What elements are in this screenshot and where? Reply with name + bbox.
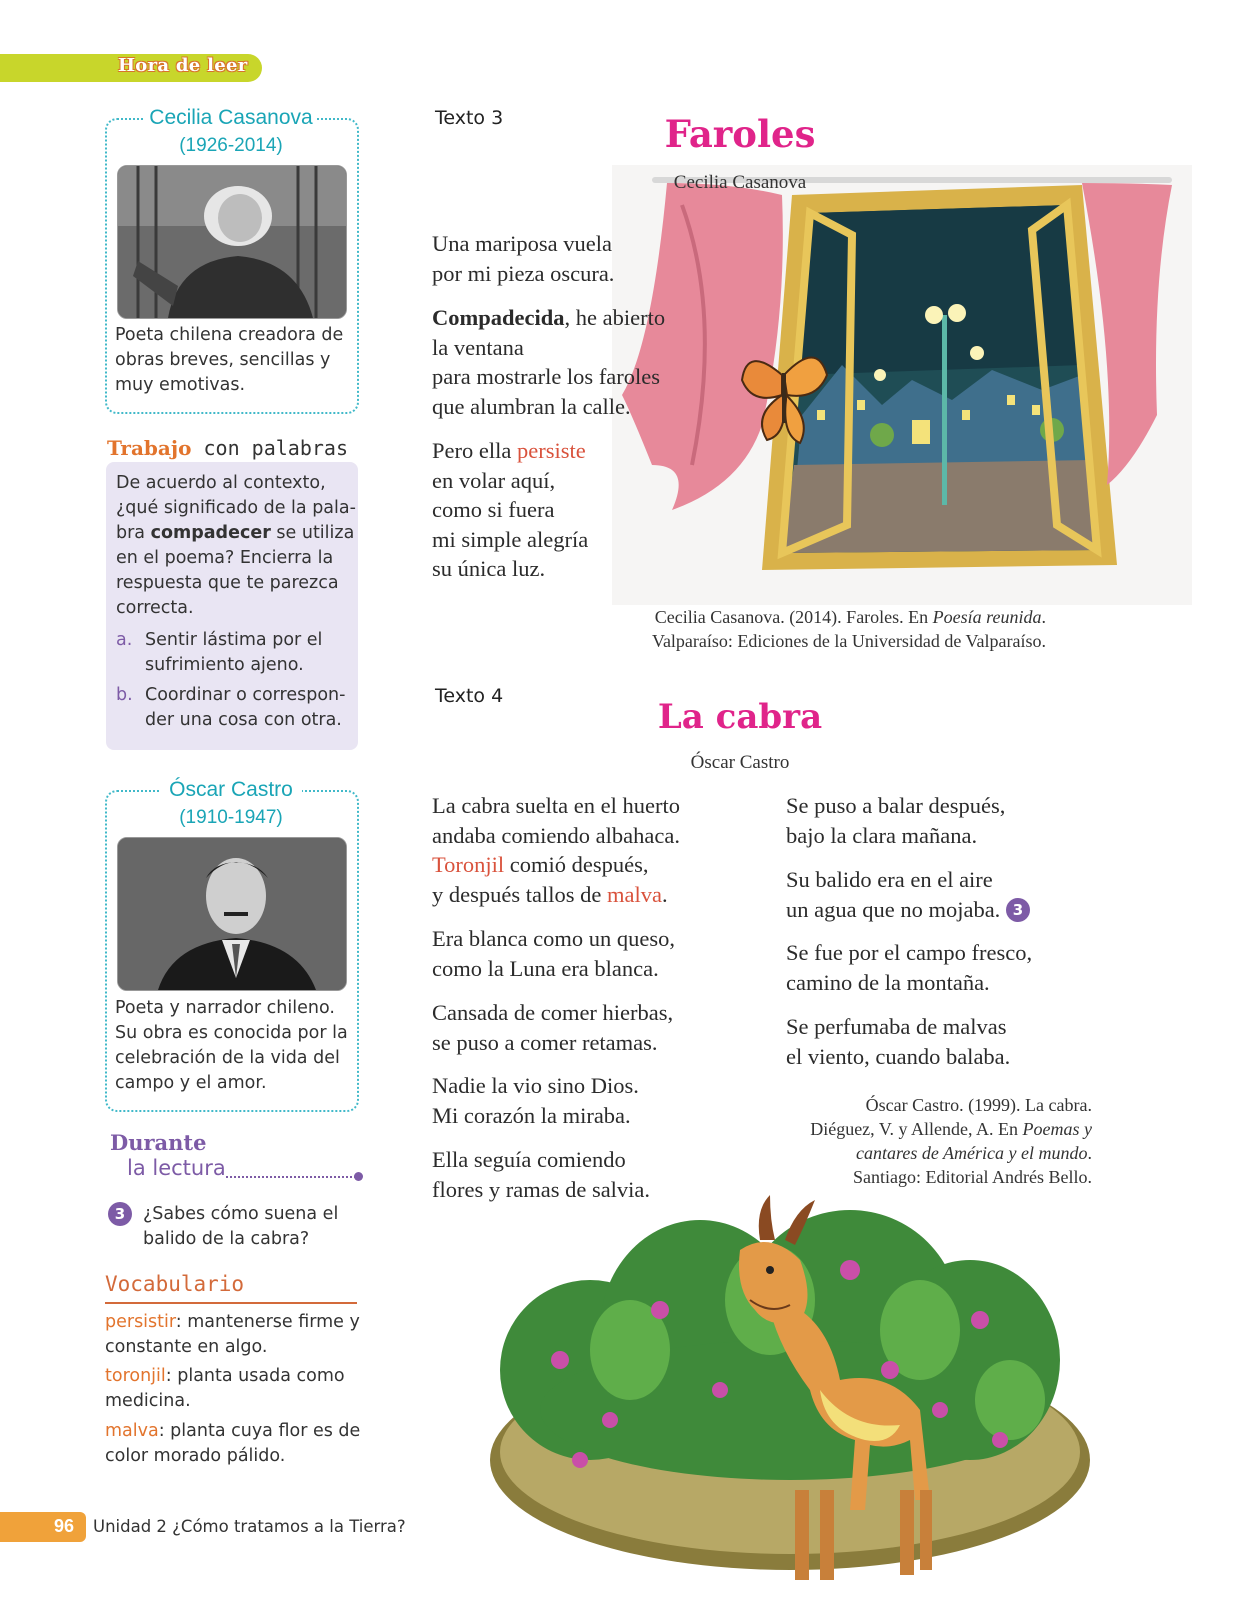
poem-stanza: Su balido era en el aire un agua que no mojaba. 3 bbox=[786, 865, 1030, 924]
footer-unit-text: Unidad 2 ¿Cómo tratamos a la Tierra? bbox=[93, 1517, 406, 1536]
author-description: Poeta chilena creadora de obras breves, sencillas y muy emotivas. bbox=[115, 325, 344, 395]
poem-title: La cabra bbox=[657, 697, 823, 737]
divider bbox=[226, 1176, 356, 1178]
divider bbox=[105, 1302, 357, 1304]
section-header-tab bbox=[0, 54, 262, 82]
option-letter: b. bbox=[116, 685, 133, 705]
trabajo-title: Trabajo con palabras bbox=[107, 436, 348, 460]
vocab-entry: persistir: mantenerse firme y constante en algo. bbox=[105, 1312, 360, 1357]
poem-stanza: La cabra suelta en el huerto andaba comiendo albahaca. Toronjil comió después, y después tallos de malva. bbox=[432, 793, 680, 907]
divider-dot bbox=[354, 1172, 363, 1181]
poem-stanza: Una mariposa vuela por mi pieza oscura. bbox=[432, 231, 615, 286]
author-years: (1926-2014) bbox=[179, 135, 283, 156]
texto3-label: Texto 3 bbox=[435, 107, 504, 129]
citation: Óscar Castro. (1999). La cabra. Diéguez, V. y Allende, A. En Poemas y cantares de América y el mundo. Santiago: Editorial Andrés Bello. bbox=[810, 1095, 1092, 1187]
window-illustration bbox=[612, 165, 1192, 605]
durante-title: Durante bbox=[110, 1130, 207, 1155]
poem-stanza: Pero ella persiste en volar aquí, como si fuera mi simple alegría su única luz. bbox=[432, 438, 589, 581]
poem-title: Faroles bbox=[664, 112, 816, 156]
poem-stanza: Compadecida, he abierto la ventana para mostrarle los faroles que alumbran la calle. bbox=[432, 305, 666, 419]
poem-stanza: Se perfumaba de malvas el viento, cuando balaba. bbox=[786, 1014, 1011, 1069]
trabajo-prompt: De acuerdo al contexto, ¿qué significado de la pala- bra compadecer se utiliza en el poema? Encierra la respuesta que te parezca correcta. bbox=[116, 473, 356, 618]
poem-author: Óscar Castro bbox=[690, 752, 790, 773]
poem-author: Cecilia Casanova bbox=[673, 172, 807, 193]
author-years: (1910-1947) bbox=[179, 807, 283, 828]
section-label: Hora de leer bbox=[118, 55, 248, 76]
poem-stanza: Se fue por el campo fresco, camino de la montaña. bbox=[786, 940, 1033, 995]
poem-stanza: Se puso a balar después, bajo la clara mañana. bbox=[786, 793, 1006, 848]
author-description: Poeta y narrador chileno. Su obra es conocida por la celebración de la vida del campo y el amor. bbox=[115, 998, 348, 1093]
author-photo-casanova bbox=[117, 165, 347, 319]
poem-stanza: Nadie la vio sino Dios. Mi corazón la miraba. bbox=[432, 1073, 639, 1128]
question-badge: 3 bbox=[108, 1202, 132, 1226]
vocab-entry: toronjil: planta usada como medicina. bbox=[105, 1366, 345, 1411]
author-name: Óscar Castro bbox=[160, 778, 302, 802]
texto4-label: Texto 4 bbox=[435, 685, 504, 707]
option-b[interactable]: b. Coordinar o correspon- der una cosa con otra. bbox=[116, 685, 346, 730]
author-photo-castro bbox=[117, 837, 347, 991]
poem-stanza: Ella seguía comiendo flores y ramas de salvia. bbox=[432, 1147, 651, 1202]
question-3: 3 ¿Sabes cómo suena el balido de la cabra? bbox=[108, 1202, 338, 1252]
keyword-compadecer: compadecer bbox=[150, 523, 271, 543]
option-letter: a. bbox=[116, 630, 133, 650]
page-number-tab bbox=[0, 1512, 86, 1542]
author-name: Cecilia Casanova bbox=[145, 106, 317, 130]
goat-illustration bbox=[470, 1190, 1110, 1600]
citation: Cecilia Casanova. (2014). Faroles. En Poesía reunida. Valparaíso: Ediciones de la Universidad de Valparaíso. bbox=[651, 607, 1046, 651]
page-number: 96 bbox=[53, 1516, 74, 1536]
poem-stanza: Cansada de comer hierbas, se puso a comer retamas. bbox=[432, 1000, 674, 1055]
vocabulario-title: Vocabulario bbox=[105, 1272, 245, 1296]
question-badge: 3 bbox=[1006, 898, 1030, 922]
durante-subtitle: la lectura bbox=[127, 1156, 226, 1180]
vocab-entry: malva: planta cuya flor es de color morado pálido. bbox=[105, 1421, 361, 1466]
option-a[interactable]: a. Sentir lástima por el sufrimiento ajeno. bbox=[116, 630, 323, 675]
poem-stanza: Era blanca como un queso, como la Luna era blanca. bbox=[432, 926, 676, 981]
